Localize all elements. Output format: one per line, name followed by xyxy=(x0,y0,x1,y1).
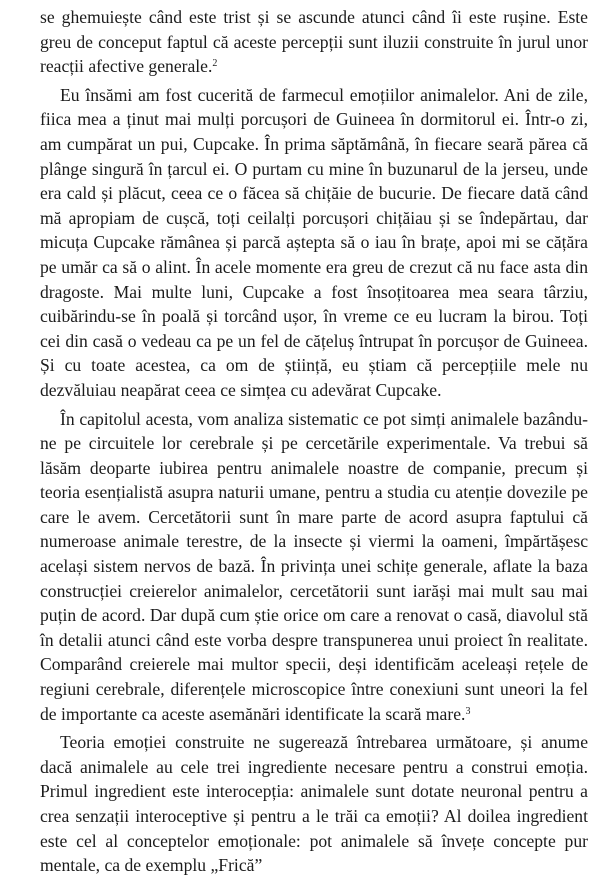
paragraph-2 xyxy=(40,83,588,403)
paragraph-4-text: Teoria emoției construite ne sugerează întrebarea următoare, și anume dacă animalele au cele trei ingrediente necesare pentru a construi emoția. Primul ingredient este interocepția: animalele sunt dotate neuronal pentru a crea senzații interoceptive și pentru a le trăi ca emoții? Al doilea ingredient este cel al conceptelor emoționale: pot animalele să învețe concepte pur mentale, ca de exemplu „Frică” xyxy=(40,732,588,876)
paragraph-4 xyxy=(40,730,588,878)
paragraph-1-text: se ghemuiește când este trist și se ascunde atunci când îi este rușine. Este greu de conceput faptul că aceste percepții sunt iluzii construite în jurul unor reacții afective generale. xyxy=(40,7,588,77)
paragraph-3 xyxy=(40,407,588,727)
footnote-marker-2: 2 xyxy=(212,58,218,70)
paragraph-3-text: În capitolul acesta, vom analiza sistematic ce pot simți animalele bazându-ne pe circuitele lor cerebrale și pe cercetările experimentale. Va trebui să lăsăm deoparte iubirea pentru animalele noastre de companie, precum și teoria esențialistă asupra naturii umane, pentru a studia cu atenție dovezile pe care le avem. Cercetătorii sunt în mare parte de acord asupra faptului că numeroase animale terestre, de la insecte și viermi la oameni, împărtășesc același sistem nervos de bază. În privința unei schițe generale, aflate la baza construcției creierelor animalelor, cercetătorii sunt iarăși mai mult sau mai puțin de acord. Dar după cum știe orice om care a renovat o casă, diavolul stă în detalii atunci când este vorba despre transpunerea unui proiect în realitate. Comparând creierele mai multor specii, deși identificăm aceleași rețele de regiuni cerebrale, diferențele microscopice între conexiuni sunt uneori la fel de importante ca aceste asemănări identificate la scară mare. xyxy=(40,408,588,724)
footnote-marker-3: 3 xyxy=(465,705,471,717)
paragraph-1 xyxy=(40,5,588,79)
paragraph-2-text: Eu însămi am fost cucerită de farmecul emoțiilor animalelor. Ani de zile, fiica mea a ținut mai mulți porcușori de Guineea în dormitorul ei. Într-o zi, am cumpărat un pui, Cupcake. În prima săptămână, în fiecare seară părea că plânge singură în țarcul ei. O purtam cu mine în buzunarul de la jerseu, unde era cald și plăcut, ceea ce o făcea să chițăie de bucurie. De fiecare dată când mă apropiam de cușcă, toți ceilalți porcușori chițăiau și se îndepărtau, dar micuța Cupcake rămânea și parcă aștepta să o iau în brațe, apoi mi se cățăra pe umăr ca să o alint. În acele momente era greu de crezut că nu face asta din dragoste. Mai multe luni, Cupcake a fost însoțitoarea mea seara târziu, cuibărindu-se în poală și torcând ușor, în vreme ce eu lucram la birou. Toți cei din casă o vedeau ca pe un fel de cățeluș întrupat în porcușor de Guineea. Și cu toate acestea, ca om de știință, eu știam că percepțiile mele nu dezvăluiau neapărat ceea ce simțea cu adevărat Cupcake. xyxy=(40,84,588,400)
